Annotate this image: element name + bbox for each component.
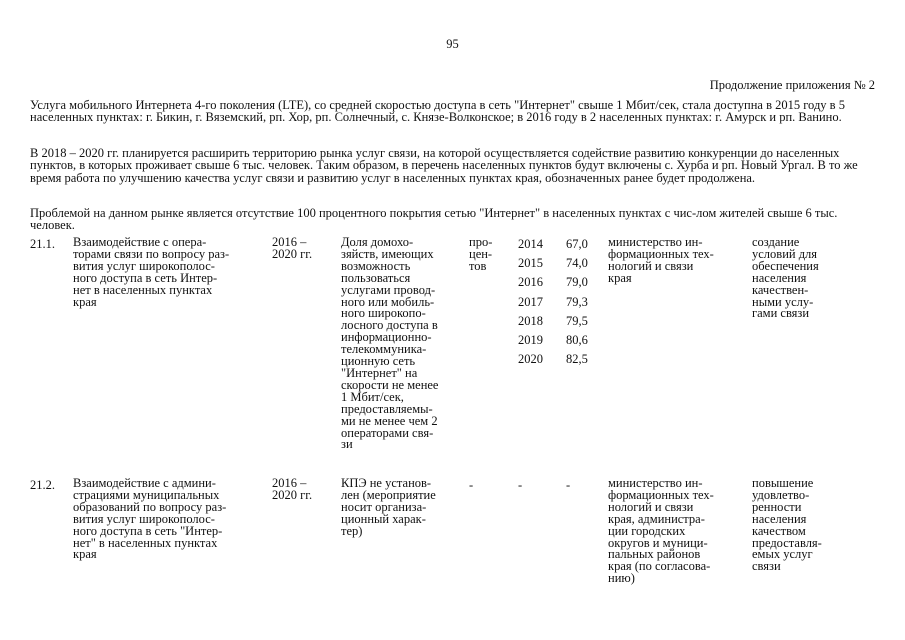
year-cell: 2016 (518, 275, 543, 289)
value-cell: 79,0 (566, 275, 588, 289)
indicator-text: Доля домохо- зяйств, имеющих возможность пользоваться услугами провод- ного или мобиль- ного широкопо- лосного доступа в информационно- телекоммуника- ционную сеть "Интернет" на скорости не менее 1 Мбит/сек, предоставляемы- ми не менее чем 2 операторами свя- зи (341, 235, 439, 452)
row-number: 21.2. (30, 478, 55, 492)
year-cell: 2020 (518, 352, 543, 366)
value-cell: 79,3 (566, 295, 588, 309)
indicator-text: КПЭ не установ- лен (мероприятие носит организа- ционный харак- тер) (341, 476, 436, 538)
measure-text: Взаимодействие с опера- торами связи по вопросу раз- вития услуг широкополос- ного доступа в сеть Интер- нет в населенных пунктах края (73, 235, 230, 309)
year-cell: 2019 (518, 333, 543, 347)
unit-text: - (469, 478, 474, 492)
year-cell: 2017 (518, 295, 543, 309)
result-text: повышение удовлетво- ренности населения качеством предоставля- емых услуг связи (752, 476, 822, 574)
value-cell: 82,5 (566, 352, 588, 366)
year-cell: 2015 (518, 256, 543, 270)
result-text: создание условий для обеспечения населения качествен- ными услу- гами связи (752, 235, 819, 321)
row-number: 21.1. (30, 237, 55, 251)
measure-text: Взаимодействие с админи- страциями муниципальных образований по вопросу раз- вития услуг широкополос- ного доступа в сеть "Интер- нет" в населенных пунктах края (73, 476, 227, 562)
value-cell: 67,0 (566, 237, 588, 251)
continuation-label: Продолжение приложения № 2 (709, 78, 875, 92)
page-number: 95 (446, 37, 459, 51)
paragraph-plan: В 2018 – 2020 гг. планируется расширить территорию рынка услуг связи, на которой осуществляется содействие развитию конкуренции до населенных пунктов, в которых проживает свыше 6 тыс. человек. Таким образом, в перечень населенных пунктов будут включены с. Хурба и рп. Новый Ургал. В то же время работа по улучшению качества услуг связи и развитию услуг в населенных пунктах края, обозначенных ранее будет продолжена. (30, 146, 858, 185)
value-cell: - (566, 478, 571, 492)
period-text: 2016 – 2020 гг. (272, 235, 313, 261)
responsible-text: министерство ин- формационных тех- нологий и связи края, администра- ции городских округов и муници- пальных районов края (по согласова- нию) (608, 476, 714, 586)
value-cell: 79,5 (566, 314, 588, 328)
year-cell: 2014 (518, 237, 543, 251)
value-cell: 74,0 (566, 256, 588, 270)
responsible-text: министерство ин- формационных тех- нологий и связи края (608, 235, 714, 285)
year-cell: - (518, 478, 523, 492)
paragraph-lte: Услуга мобильного Интернета 4-го поколения (LTE), со средней скоростью доступа в сеть "Интернет" свыше 1 Мбит/сек, стала доступна в 2015 году в 5 населенных пунктах: г. Бикин, г. Вяземский, рп. Хор, рп. Солнечный, с. Князе-Волконское; в 2016 году в 2 населенных пунктах: г. Амурск и рп. Ванино. (30, 98, 845, 125)
unit-text: про- цен- тов (469, 235, 493, 273)
value-cell: 80,6 (566, 333, 588, 347)
year-cell: 2018 (518, 314, 543, 328)
paragraph-problem: Проблемой на данном рынке является отсутствие 100 процентного покрытия сетью "Интернет" в населенных пунктах с чис-лом жителей свыше 6 тыс. человек. (30, 206, 838, 233)
period-text: 2016 – 2020 гг. (272, 476, 313, 502)
